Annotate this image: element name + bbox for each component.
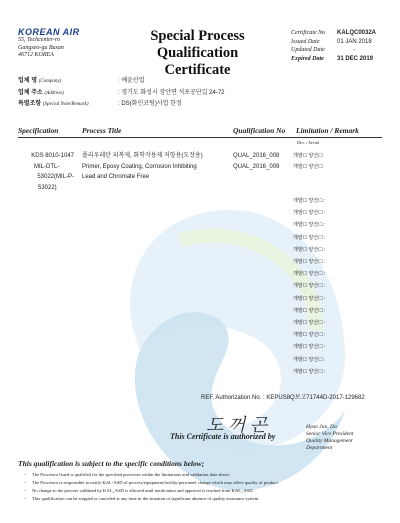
meta-label: Issued Date xyxy=(291,38,320,45)
empty-remark-row: 개발☐ 양산☐ : xyxy=(293,246,326,253)
qual-no-cell xyxy=(233,151,279,172)
meta-label: Updated Date xyxy=(291,47,325,53)
process-line: Lead and Chromate Free xyxy=(82,174,150,180)
meta-value: 01 JAN 2018 xyxy=(337,38,372,45)
spec-cell xyxy=(18,151,74,193)
conditions-heading: This qualification is subject to the specific conditions below; xyxy=(18,459,205,468)
spec-line: 53022(MIL-P- xyxy=(37,174,74,180)
empty-remark-row: 개발☐ 양산☐ : xyxy=(293,307,326,314)
condition-text: No change to the process validated by KAL_ASD is allowed until notification and approval is reached from KAL_ASD. xyxy=(32,488,254,493)
spec-line: MIL-DTL- xyxy=(34,163,60,170)
spec-line: KDS 8010-1047 xyxy=(31,153,74,159)
process-cell xyxy=(82,151,232,183)
company-address-label-en: (Address) xyxy=(44,90,64,96)
empty-remark-row: 개발☐ 양산☐ : xyxy=(293,222,326,229)
empty-remark-row: 개발☐ 양산☐ : xyxy=(293,271,326,278)
title-line-2: Certificate xyxy=(164,62,231,78)
empty-remark-row: 개발☐ 양산☐ : xyxy=(293,234,326,241)
authorization-reference: REF. Authorization No. : KEPUS8Q보고71744D-2017-129682 xyxy=(201,395,365,401)
address-line: 46712 KOREA xyxy=(18,52,54,58)
certificate-meta xyxy=(291,29,376,63)
handwritten-signature: 도 꺼 곤 xyxy=(206,415,268,435)
meta-value: - xyxy=(353,47,355,53)
condition-item: - This qualification can be stopped or canceled at any time in the situation of significant absence of quality assurance system. xyxy=(24,496,260,501)
empty-remark-row: 개발☐ 양산☐ : xyxy=(293,198,326,204)
empty-remark-row: 개발☐ 양산☐ : xyxy=(293,283,326,290)
empty-remark-rows xyxy=(293,195,325,378)
conditions-list xyxy=(24,471,384,503)
col-header-spec: Specification xyxy=(18,126,59,135)
signer-block xyxy=(306,424,353,452)
process-line: 폴리우레탄 피복제, 화학작용제 저항용(도장용) xyxy=(82,153,203,159)
meta-value: KALQC0032A xyxy=(337,30,377,36)
condition-item: - No change to the process validated by KAL_ASD is allowed until notification and approval is reached from KAL_ASD. xyxy=(24,488,254,493)
meta-row-updated xyxy=(291,46,376,55)
company-name-label: 업체 명 xyxy=(18,78,38,84)
empty-remark-row: 개발☐ 양산☐ : xyxy=(293,320,326,327)
spec-line: 53022) xyxy=(38,184,57,191)
title-line-1: Special Process Qualification xyxy=(150,28,245,61)
condition-item: - The Processor is responsible to notify KAL-ASD of process/equipment/facility/personnel change which may affect quality of product. xyxy=(24,480,279,485)
condition-text: This qualification can be stopped or canceled at any time in the situation of significant absence of quality assurance system. xyxy=(32,496,260,501)
special-note-label-en: (Special Note/Remark) xyxy=(42,102,89,107)
signer-title: Senior Vice President xyxy=(306,431,354,437)
meta-label: Expired Date xyxy=(291,55,324,62)
condition-text: The Processor listed is qualified for the specified processes within the limitations and validation date above. xyxy=(32,472,231,477)
company-name-value: : 예윤산업 xyxy=(118,78,145,84)
special-note-value: : DS(화인코팅)사업 한정 xyxy=(118,101,182,107)
issuer-address xyxy=(18,37,64,60)
dev-serial-subheader: Dev. / Serial xyxy=(297,140,320,145)
empty-remark-row: 개발☐ 양산☐ : xyxy=(293,356,326,363)
qual-no: QUAL_2016_009 xyxy=(233,163,280,170)
col-header-qual-no: Qualification No xyxy=(233,126,286,135)
authorized-by-text: This Certificate is authorized by xyxy=(170,432,276,441)
process-line: Primer, Epoxy Coating, Corrosion Inhibiting xyxy=(82,163,197,170)
signer-dept: Department xyxy=(306,445,333,451)
condition-item: - The Processor listed is qualified for the specified processes within the limitations and validation date above. xyxy=(24,472,231,477)
company-name-row xyxy=(18,76,225,88)
empty-remark-row: 개발☐ 양산☐ : xyxy=(293,332,326,339)
remark-cell xyxy=(293,151,323,172)
empty-remark-row: 개발☐ 양산☐ : xyxy=(293,210,326,217)
signer-dept: Quality Management xyxy=(306,438,353,444)
address-line: 55, Techcenter-ro xyxy=(18,37,61,43)
empty-remark-row: 개발☐ 양산☐ : xyxy=(293,344,326,351)
meta-row-issued xyxy=(291,38,376,47)
company-address-value: : 경기도 화성시 장안면 석포공단길 24-72 xyxy=(118,89,225,96)
remark: 개발☐ 양산☐ xyxy=(293,153,323,159)
condition-text: The Processor is responsible to notify KAL-ASD of process/equipment/facility/personnel change which may affect quality of product. xyxy=(32,480,279,485)
special-note-row xyxy=(18,99,225,111)
meta-label: Certificate No xyxy=(291,30,326,36)
empty-remark-row: 개발☐ 양산☐ : xyxy=(293,295,326,302)
company-name-label-en: (Company) xyxy=(38,79,62,84)
empty-remark-row: 개발☐ 양산☐ : xyxy=(293,368,326,375)
company-address-row xyxy=(18,88,225,100)
meta-row-cert-no xyxy=(291,29,376,38)
header-rule xyxy=(18,137,382,138)
empty-remark-row: 개발☐ 양산☐ : xyxy=(293,259,326,266)
remark: 개발☐ 양산☐ xyxy=(293,163,323,170)
col-header-limitation: Limitation / Remark xyxy=(296,126,359,135)
address-line: Gangseo-gu Busan xyxy=(18,44,64,51)
company-fields xyxy=(18,76,225,111)
col-header-process: Process Title xyxy=(82,126,122,135)
company-address-label: 업체 주소 xyxy=(18,89,43,96)
certificate-title xyxy=(110,28,285,79)
meta-row-expired xyxy=(291,55,376,64)
special-note-label: 특별조항 xyxy=(18,101,42,107)
signer-name: Hyun Jun, Do xyxy=(306,424,337,430)
qual-no: QUAL_2016_008 xyxy=(233,153,280,159)
company-logo: KOREAN AIR xyxy=(18,27,80,37)
meta-value: 31 DEC 2019 xyxy=(337,55,374,62)
